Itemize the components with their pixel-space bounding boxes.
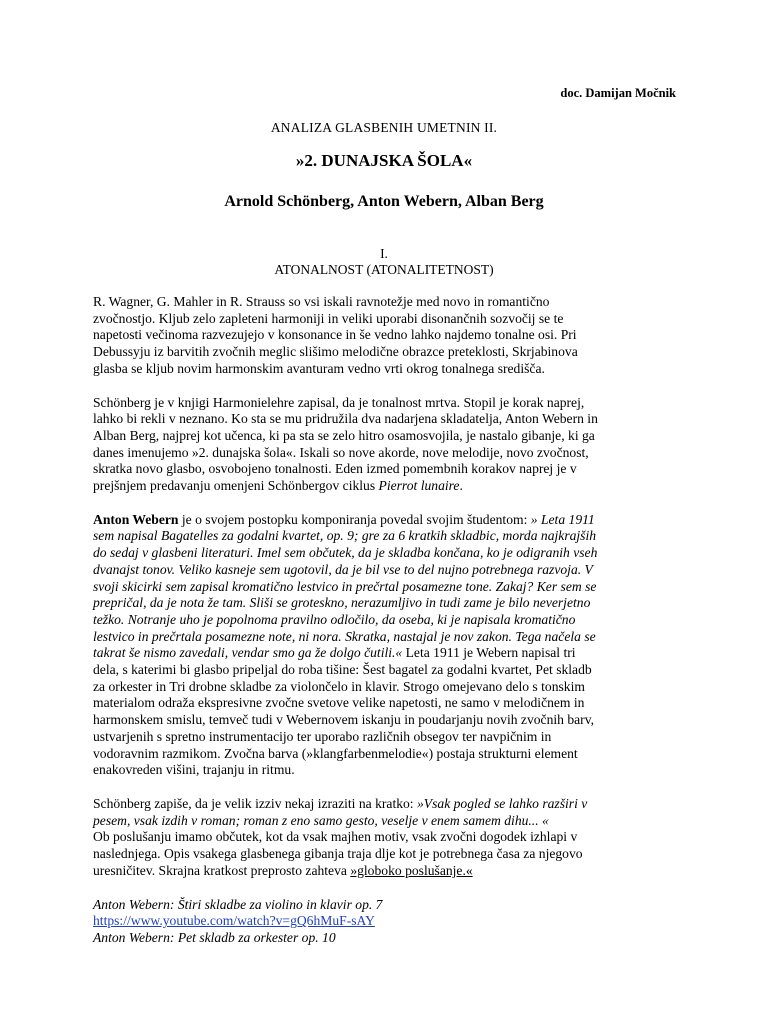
- quote-line: sem napisal Bagatelles za godalni kvartet, op. 9; gre za 6 kratkih skladbic, morda najkrajših: [93, 528, 597, 544]
- text-line: vodoravnim razmikom. Zvočna barva (»klangfarbenmelodie«) postaja strukturni element: [93, 745, 578, 761]
- paragraph-webern: [93, 512, 673, 779]
- text-segment: .: [459, 478, 463, 494]
- reference-item: Anton Webern: Štiri skladbe za violino in klavir op. 7: [93, 896, 383, 912]
- text-line: zvočnostjo. Kljub zelo zapleteni harmoniji in veliki uporabi disonančnih sozvočij se te: [93, 310, 564, 326]
- document-title: »2. DUNAJSKA ŠOLA«: [295, 151, 473, 170]
- text-line: enakovreden višini, trajanju in ritmu.: [93, 762, 295, 778]
- text-line: Debussyju iz barvitih zvočnih meglic slišimo melodične obrazce preteklosti, Skrjabinova: [93, 344, 578, 360]
- text-segment: uresničitev. Skrajna kratkost preprosto zahteva: [93, 862, 351, 878]
- text-line: Alban Berg, najprej kot učenca, ki pa sta se zelo hitro osamosvojila, je nastalo gibanje, ki ga: [93, 427, 595, 443]
- text-line: ustvarjenih s spretno instrumentacijo ter uporabo različnih obsegov ter navpičnim in: [93, 728, 552, 744]
- paragraph-schoenberg-brevity: [93, 796, 673, 829]
- reference-item: Anton Webern: Pet skladb za orkester op. 10: [93, 929, 336, 945]
- quote-segment: »Vsak pogled se lahko razširi v: [417, 795, 588, 811]
- text-line: [93, 478, 673, 495]
- text-line: naslednjega. Opis vsakega glasbenega gibanja traja dlje kot je potrebnega časa za njegovo: [93, 846, 583, 862]
- quote-line: prepričal, da je nota že tam. Sliši se groteskno, nerazumljivo in tudi zame je bilo neverjetno: [93, 595, 591, 611]
- text-line: napetosti večinoma razvezujejo v konsonance in še vedno lahko najdemo tonalne osi. Pri: [93, 327, 577, 343]
- composer-name-webern: Anton Webern: [93, 511, 179, 527]
- quote-line: do sedaj v glasbeni literaturi. Imel sem občutek, da je skladba končana, ko je odigranih vseh: [93, 545, 598, 561]
- text-line: za orkester in Tri drobne skladbe za violončelo in klavir. Strogo omejevano delo s tonskim: [93, 678, 585, 694]
- text-line: Ob poslušanju imamo občutek, kot da vsak majhen motiv, vsak zvočni dogodek izhlapi v: [93, 829, 578, 845]
- text-line: [93, 512, 673, 529]
- paragraph-listening: [93, 829, 673, 879]
- text-line: [93, 645, 673, 662]
- text-segment: Leta 1911 je Webern napisal tri: [402, 645, 576, 661]
- course-title: ANALIZA GLASBENIH UMETNIN II.: [270, 120, 498, 135]
- author-name: doc. Damijan Močnik: [560, 86, 676, 100]
- text-segment: prejšnjem predavanju omenjeni Schönbergov ciklus: [93, 478, 379, 494]
- text-line: harmonskem smislu, temveč tudi v Webernovem iskanju in poudarjanju novih zvočnih barv,: [93, 712, 595, 728]
- quote-line: pesem, vsak izdih v roman; roman z eno samo gesto, veselje v enem samem dihu... «: [93, 812, 549, 828]
- quote-segment: takrat še nismo zavedali, vendar smo ga že dolgo čutili.«: [93, 645, 403, 661]
- quote-line: svoji skicirki sem zapisal kromatično lestvico in prečrtal posamezne tone. Zakaj? Ker sem se: [93, 578, 597, 594]
- paragraph-schoenberg-school: [93, 395, 673, 495]
- quote-line: dvanajst tonov. Veliko kasneje sem ugotovil, da je bil vse to del nujno potrebnega razvoja. V: [93, 561, 593, 577]
- text-line: [93, 796, 673, 813]
- text-line: glasba se kljub novim harmonskim avanturam vedno vrti okrog tonalnega središča.: [93, 360, 545, 376]
- text-segment: je o svojem postopku komponiranja povedal svojim študentom:: [178, 511, 531, 527]
- document-body: [93, 294, 673, 947]
- composers-subtitle: Arnold Schönberg, Anton Webern, Alban Berg: [224, 193, 544, 210]
- work-title-pierrot: Pierrot lunaire: [378, 478, 460, 494]
- text-line: lahko bi rekli v neznano. Ko sta se mu pridružila dva nadarjena skladatelja, Anton Webern in: [93, 411, 598, 427]
- underlined-phrase: »globoko poslušanje.«: [350, 862, 473, 878]
- text-line: [93, 863, 673, 880]
- text-line: R. Wagner, G. Mahler in R. Strauss so vsi iskali ravnotežje med novo in romantično: [93, 294, 550, 309]
- quote-line: težko. Notranje uho je popolnoma pravilno odločilo, da oseba, ki je napisala kromatično: [93, 611, 576, 627]
- text-segment: Schönberg zapiše, da je velik izziv nekaj izraziti na kratko:: [93, 795, 417, 811]
- text-line: materialom odraža ekspresivne zvočne svetove velike napetosti, ne samo v melodičnem in: [93, 695, 585, 711]
- text-line: skratka novo glasbo, osvobojeno tonalnosti. Eden izmed pomembnih korakov naprej je v: [93, 461, 577, 477]
- section-title: ATONALNOST (ATONALITETNOST): [274, 262, 494, 277]
- references-list: [93, 897, 673, 947]
- text-line: dela, s katerimi bi glasbo pripeljal do roba tišine: Šest bagatel za godalni kvartet, Pet skladb: [93, 662, 592, 678]
- text-line: Schönberg je v knjigi Harmonielehre zapisal, da je tonalnost mrtva. Stopil je korak naprej,: [93, 394, 585, 410]
- youtube-link[interactable]: https://www.youtube.com/watch?v=gQ6hMuF-sAY: [93, 913, 375, 929]
- quote-line: lestvico in prečrtala posamezne note, ni nora. Skratka, nastajal je nov zakon. Tega načela se: [93, 628, 596, 644]
- paragraph-romantic-tonality: [93, 294, 673, 378]
- quote-segment: » Leta 1911: [530, 511, 595, 527]
- text-line: danes imenujemo »2. dunajska šola«. Iskali so nove akorde, nove melodije, novo zvočnost,: [93, 444, 589, 460]
- section-number: I.: [380, 246, 388, 261]
